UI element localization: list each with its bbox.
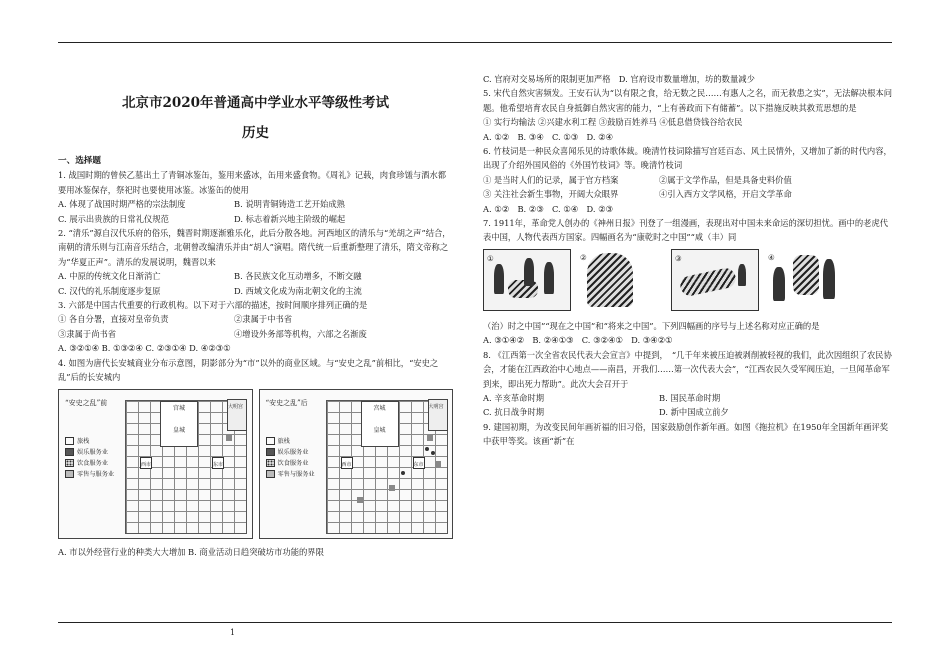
legend-label: 零售与服务业	[277, 470, 315, 478]
imperial-city	[160, 401, 198, 447]
inner-palace-label: 宫城	[373, 404, 386, 412]
legend-swatch-icon	[266, 459, 275, 467]
shop-marker	[226, 435, 232, 441]
q4-options-ab: A. 市以外经营行业的种类大大增加 B. 商业活动日趋突破坊市功能的界限	[58, 546, 324, 557]
q2-stem: 2. “清乐”源自汉代乐府的俗乐，魏晋时期逐渐雅乐化，此后分散各地。河西地区的清乐与“羌胡之声”结合，南朝的清乐则与江南音乐结合，北朝曾改编清乐并由“胡人”演唱。隋代统一后重新整理了清乐，隋文帝称之为“华夏正声”。清乐的发展说明，魏晋以来	[58, 228, 451, 267]
legend-item-food	[65, 458, 114, 469]
east-market	[212, 457, 224, 469]
q2-options-cd	[58, 284, 453, 298]
q3-options: A. ③②①④ B. ①③②④ C. ②③①④ D. ④②③①	[58, 343, 231, 354]
city-grid	[125, 400, 247, 534]
bottom-rule	[58, 622, 892, 623]
map-before	[58, 389, 253, 539]
cartoon-1	[483, 249, 571, 311]
q6-item-1: ① 是当时人们的记录，属于官方档案	[483, 174, 619, 185]
legend-label: 娱乐服务业	[77, 448, 108, 456]
daming-label: 大明宫	[228, 403, 244, 410]
east-market-label: 东市	[213, 461, 224, 468]
q1-option-a: A. 体现了战国时期严格的宗法制度	[58, 199, 186, 210]
legend-swatch-icon	[65, 459, 74, 467]
q9-stem: 9. 建国初期，为改变民间年画祈福的旧习俗，国家鼓励创作新年画。如图《拖拉机》在1950年全国新年画评奖中获甲等奖。该画“新”在	[483, 421, 889, 447]
legend-item-inn	[65, 436, 114, 447]
legend-label: 娱乐服务业	[277, 448, 309, 456]
q1-stem: 1. 战国时期的曾侯乙墓出土了青铜冰鉴缶，鉴用来盛冰，缶用来盛食物。《周礼》记载，肉食珍馐与酒水都要用冰鉴保存，祭祀时也要使用冰鉴。冰鉴缶的使用	[58, 170, 447, 195]
cartoon-3	[671, 249, 759, 311]
city-grid	[326, 400, 448, 534]
q3-item-4: ④增设外务部等机构，六部之名渐废	[234, 328, 367, 339]
q3-items-34	[58, 327, 453, 341]
east-market-label: 东市	[413, 461, 424, 468]
east-market	[413, 457, 425, 469]
imperial-city-label: 皇城	[373, 426, 386, 434]
person-figure	[738, 264, 746, 286]
shop-marker	[435, 461, 441, 467]
imperial-city-label: 皇城	[172, 426, 185, 434]
q8-option-b: B. 国民革命时期	[659, 392, 721, 403]
q6-item-3: ③ 关注社会新生事物，开阔大众眼界	[483, 189, 619, 200]
tiger-figure	[679, 266, 738, 297]
cartoon-4	[765, 249, 851, 309]
daming-palace	[428, 399, 448, 431]
q2-option-d: D. 西域文化成为南北朝文化的主流	[234, 285, 362, 296]
shop-marker	[357, 497, 363, 503]
q8-option-a: A. 辛亥革命时期	[483, 392, 545, 403]
shop-marker	[427, 435, 433, 441]
q2-option-b: B. 各民族文化互动增多，不断交融	[234, 271, 362, 282]
q3-items-12	[58, 312, 453, 326]
map-after-caption: “安史之乱”后	[265, 398, 308, 407]
right-column	[483, 72, 892, 449]
q1-option-b: B. 说明青铜铸造工艺开始成熟	[234, 199, 345, 210]
legend-item-retail	[266, 469, 315, 480]
q6-items-34	[483, 187, 892, 201]
exam-title: 北京市2020年普通高中学业水平等级性考试	[121, 95, 390, 111]
legend-item-inn	[266, 436, 315, 447]
map-legend	[266, 436, 315, 480]
person-figure	[823, 259, 835, 299]
cartoon-number: ②	[580, 252, 587, 262]
section-heading: 一、选择题	[58, 156, 101, 166]
q1-option-d: D. 标志着新兴地主阶级的崛起	[234, 213, 346, 224]
q8-options-cd	[483, 405, 892, 419]
west-market	[140, 457, 152, 469]
q1-options-cd	[58, 212, 453, 226]
q8-option-c: C. 抗日战争时期	[483, 407, 545, 418]
imperial-city	[361, 401, 399, 447]
legend-item-entertainment	[266, 447, 315, 458]
q6-options: A. ①② B. ②③ C. ①④ D. ②③	[483, 203, 613, 214]
left-column	[58, 72, 453, 559]
subject-title: 历史	[242, 125, 269, 141]
daming-palace	[227, 399, 247, 431]
person-figure	[524, 258, 534, 286]
q3-item-1: ① 各自分署，直接对皇帝负责	[58, 314, 169, 325]
map-legend	[65, 436, 114, 480]
q7-options: A. ③①④② B. ②④①③ C. ③②④① D. ③④②①	[483, 335, 673, 346]
legend-swatch-icon	[266, 448, 275, 456]
shop-marker	[425, 447, 429, 451]
map-before-caption: “安史之乱”前	[65, 398, 108, 407]
q7-stem-continued: （治）时之中国”“现在之中国”和“将来之中国”。下列四幅画的序号与上述名称对应正确的是	[483, 320, 820, 331]
legend-swatch-icon	[266, 470, 275, 478]
person-figure	[773, 267, 785, 301]
q3-item-3: ③隶属于尚书省	[58, 328, 117, 339]
page-number: 1	[230, 628, 236, 637]
q8-option-d: D. 新中国成立前夕	[659, 407, 729, 418]
q8-stem: 8. 《江西第一次全省农民代表大会宣言》中提到， “几千年来被压迫被剥削被轻视的我们，此次因组织了农民协会，才能在江西政治中心地点——南昌，开我们……第一次代表大会”，“江西农民久受军阀压迫，一旦闻革命军到来，即出死力帮助”。此次大会召开于	[483, 349, 892, 389]
tiger-figure	[587, 253, 633, 307]
person-figure	[494, 264, 504, 294]
west-market-label: 西市	[141, 461, 152, 468]
shop-marker	[431, 451, 435, 455]
q2-options-ab	[58, 269, 453, 283]
q1-options-ab	[58, 197, 453, 211]
q2-option-c: C. 汉代的礼乐制度逐步复原	[58, 285, 161, 296]
q6-item-4: ④引入西方文学风格，开启文学革命	[659, 189, 792, 200]
map-after	[259, 389, 454, 539]
inner-palace-label: 宫城	[172, 404, 185, 412]
q5-options: A. ①② B. ③④ C. ①③ D. ②④	[483, 131, 613, 142]
legend-label: 饮食服务业	[77, 459, 108, 467]
q4-stem: 4. 如图为唐代长安城商业分布示意图，阴影部分为“市”以外的商业区域。与“安史之乱”前相比，“安史之乱”后的长安城内	[58, 357, 439, 383]
legend-label: 旅栈	[277, 437, 290, 445]
legend-item-entertainment	[65, 447, 114, 458]
q2-option-a: A. 中原的传统文化日渐消亡	[58, 271, 161, 282]
legend-label: 饮食服务业	[277, 459, 309, 467]
changan-maps	[58, 389, 453, 539]
legend-label: 零售与服务业	[77, 470, 115, 478]
west-market	[341, 457, 353, 469]
tiger-figure	[793, 255, 819, 295]
q4-options-cd: C. 官府对交易场所的限制更加严格 D. 官府设市数量增加，坊的数量减少	[483, 74, 755, 84]
q6-stem: 6. 竹枝词是一种民众喜闻乐见的诗歌体裁。晚清竹枝词除描写宫廷百态、风土民情外，又增加了新的时代内容，出现了介绍外国风俗的《外国竹枝词》等。晚清竹枝词	[483, 146, 892, 171]
cartoon-number: ④	[768, 252, 775, 262]
q5-stem: 5. 宋代自然灾害频发。王安石认为“以有限之食，给无数之民……有惠人之名，而无救患之实”，无法解决根本问题。他希望培育农民自身抵御自然灾害的能力，“上有善政而下有储蓄”。以下措施反映其救荒思想的是	[483, 88, 892, 113]
q7-stem: 7. 1911年，革命党人创办的《神州日报》刊登了一组漫画，表现出对中国未来命运的深切担忧。画中的老虎代表中国，人物代表西方国家。四幅画名为“康乾时之中国”“咸（丰）同	[483, 218, 889, 243]
shop-marker	[389, 485, 395, 491]
legend-swatch-icon	[65, 448, 74, 456]
q5-items: ① 实行均输法 ②兴建水利工程 ③鼓励百姓养马 ④低息借贷钱谷给农民	[483, 117, 743, 128]
legend-swatch-icon	[266, 437, 275, 445]
daming-label: 大明宫	[428, 403, 444, 410]
cartoon-2	[577, 249, 663, 309]
legend-item-retail	[65, 469, 114, 480]
tiger-cartoons	[483, 249, 892, 311]
cartoon-number: ③	[675, 253, 682, 263]
shop-marker	[401, 471, 405, 475]
q3-stem: 3. 六部是中国古代重要的行政机构。以下对于六部的描述，按时间顺序排列正确的是	[58, 300, 368, 311]
q3-item-2: ②隶属于中书省	[234, 314, 293, 325]
legend-swatch-icon	[65, 470, 74, 478]
west-market-label: 西市	[341, 461, 352, 468]
legend-label: 旅栈	[77, 437, 90, 445]
q6-items-12	[483, 173, 892, 187]
q8-options-ab	[483, 391, 892, 405]
q1-option-c: C. 展示出贵族的日常礼仪规范	[58, 213, 169, 224]
legend-item-food	[266, 458, 315, 469]
cartoon-number: ①	[487, 253, 494, 263]
q6-item-2: ②属于文学作品，但是具备史料价值	[659, 174, 792, 185]
person-figure	[544, 262, 554, 294]
legend-swatch-icon	[65, 437, 74, 445]
top-rule	[58, 42, 892, 43]
